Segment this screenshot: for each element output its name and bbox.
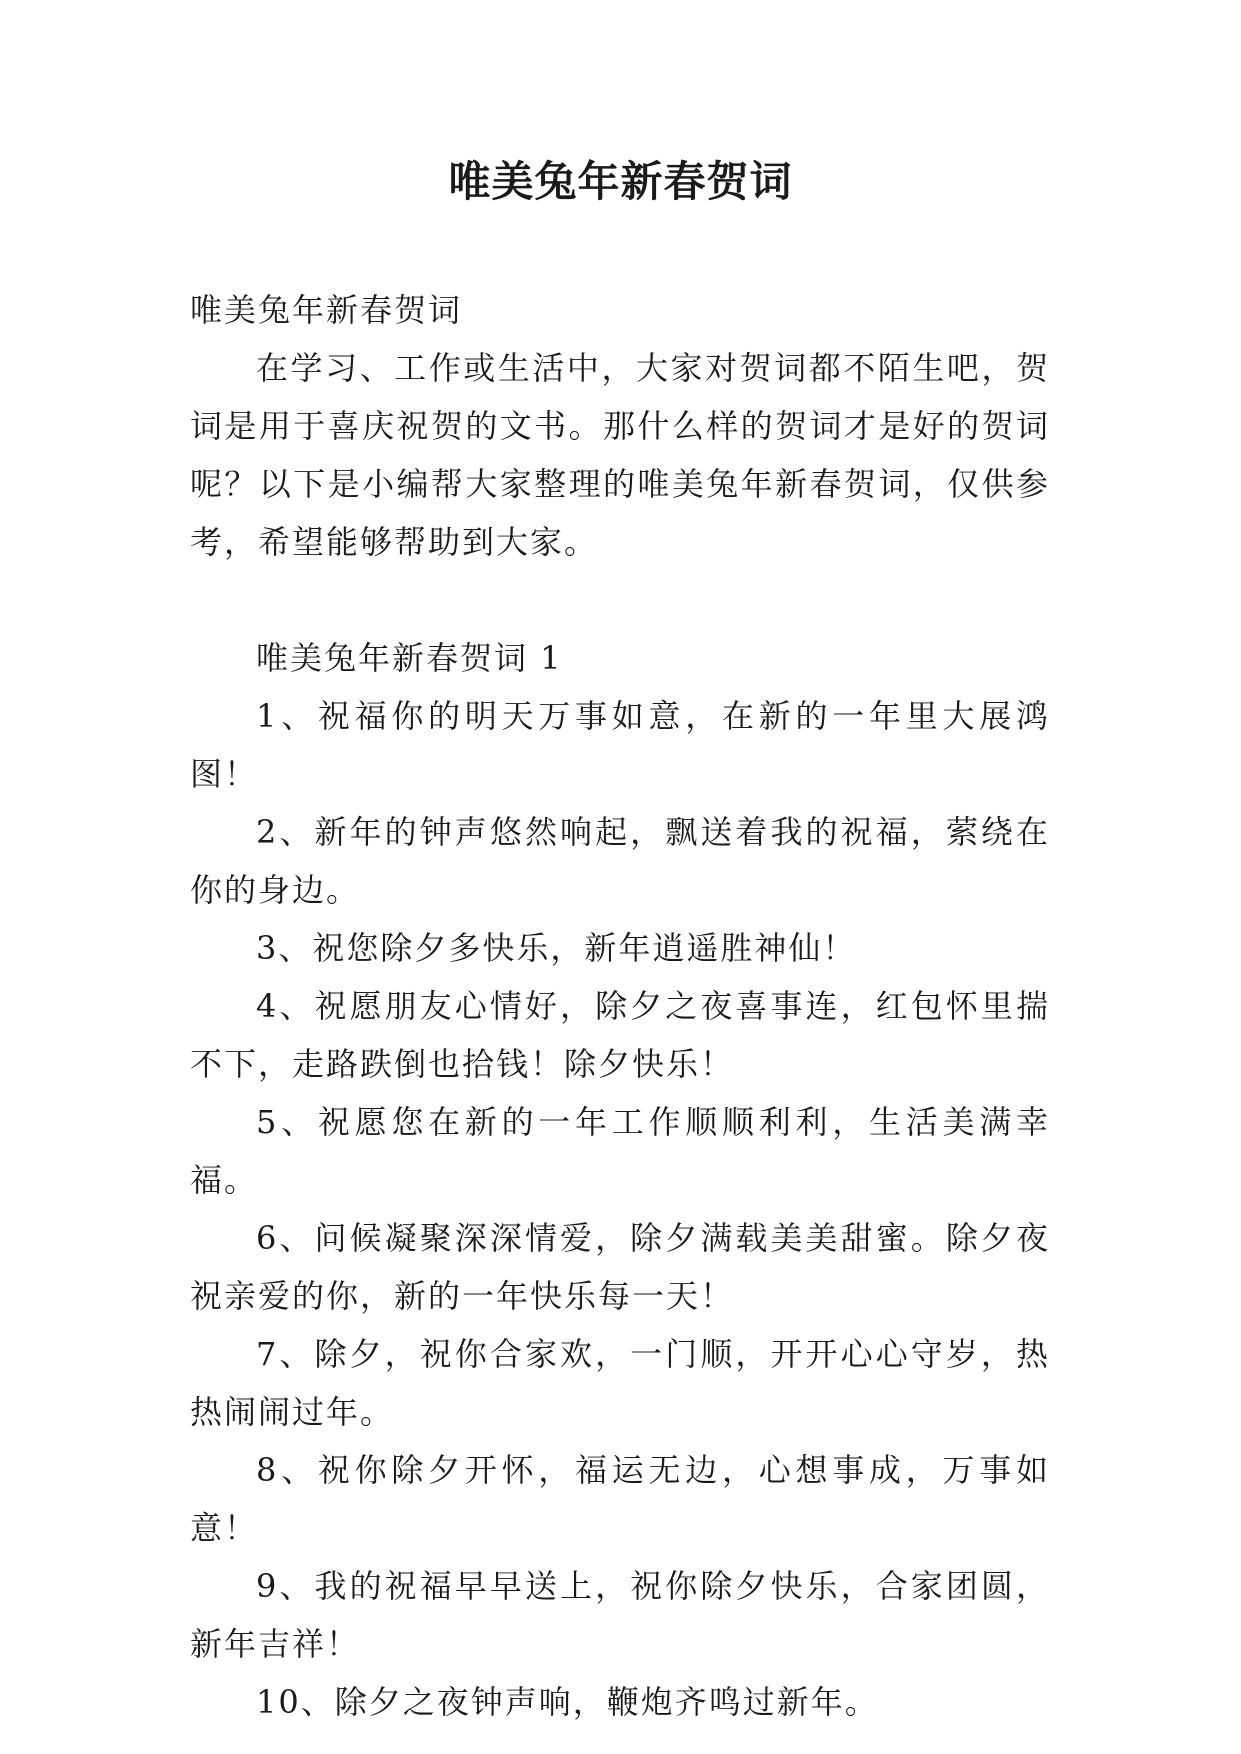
document-title: 唯美兔年新春贺词 xyxy=(448,157,793,206)
list-item: 5、祝愿您在新的一年工作顺顺利利，生活美满幸福。 xyxy=(190,1103,1050,1199)
document-body xyxy=(190,281,1050,1731)
list-item: 4、祝愿朋友心情好，除夕之夜喜事连，红包怀里揣不下，走路跌倒也拾钱！除夕快乐！ xyxy=(190,987,1050,1083)
list-item: 10、除夕之夜钟声响，鞭炮齐鸣过新年。 xyxy=(256,1683,879,1721)
header-line: 唯美兔年新春贺词 xyxy=(190,291,463,329)
list-item: 8、祝你除夕开怀，福运无边，心想事成，万事如意！ xyxy=(190,1451,1050,1547)
list-item: 1、祝福你的明天万事如意，在新的一年里大展鸿图！ xyxy=(190,697,1050,793)
section-heading: 唯美兔年新春贺词 1 xyxy=(256,639,563,677)
list-item: 3、祝您除夕多快乐，新年逍遥胜神仙！ xyxy=(256,929,857,967)
list-item: 9、我的祝福早早送上，祝你除夕快乐，合家团圆，新年吉祥！ xyxy=(190,1567,1050,1663)
list-item: 2、新年的钟声悠然响起，飘送着我的祝福，萦绕在你的身边。 xyxy=(190,813,1050,909)
intro-paragraph: 在学习、工作或生活中，大家对贺词都不陌生吧，贺词是用于喜庆祝贺的文书。那什么样的贺词才是好的贺词呢？以下是小编帮大家整理的唯美兔年新春贺词，仅供参考，希望能够帮助到大家。 xyxy=(190,349,1050,561)
spacer xyxy=(190,571,1050,629)
list-item: 6、问候凝聚深深情爱，除夕满载美美甜蜜。除夕夜祝亲爱的你，新的一年快乐每一天！ xyxy=(190,1219,1050,1315)
list-item: 7、除夕，祝你合家欢，一门顺，开开心心守岁，热热闹闹过年。 xyxy=(190,1335,1050,1431)
